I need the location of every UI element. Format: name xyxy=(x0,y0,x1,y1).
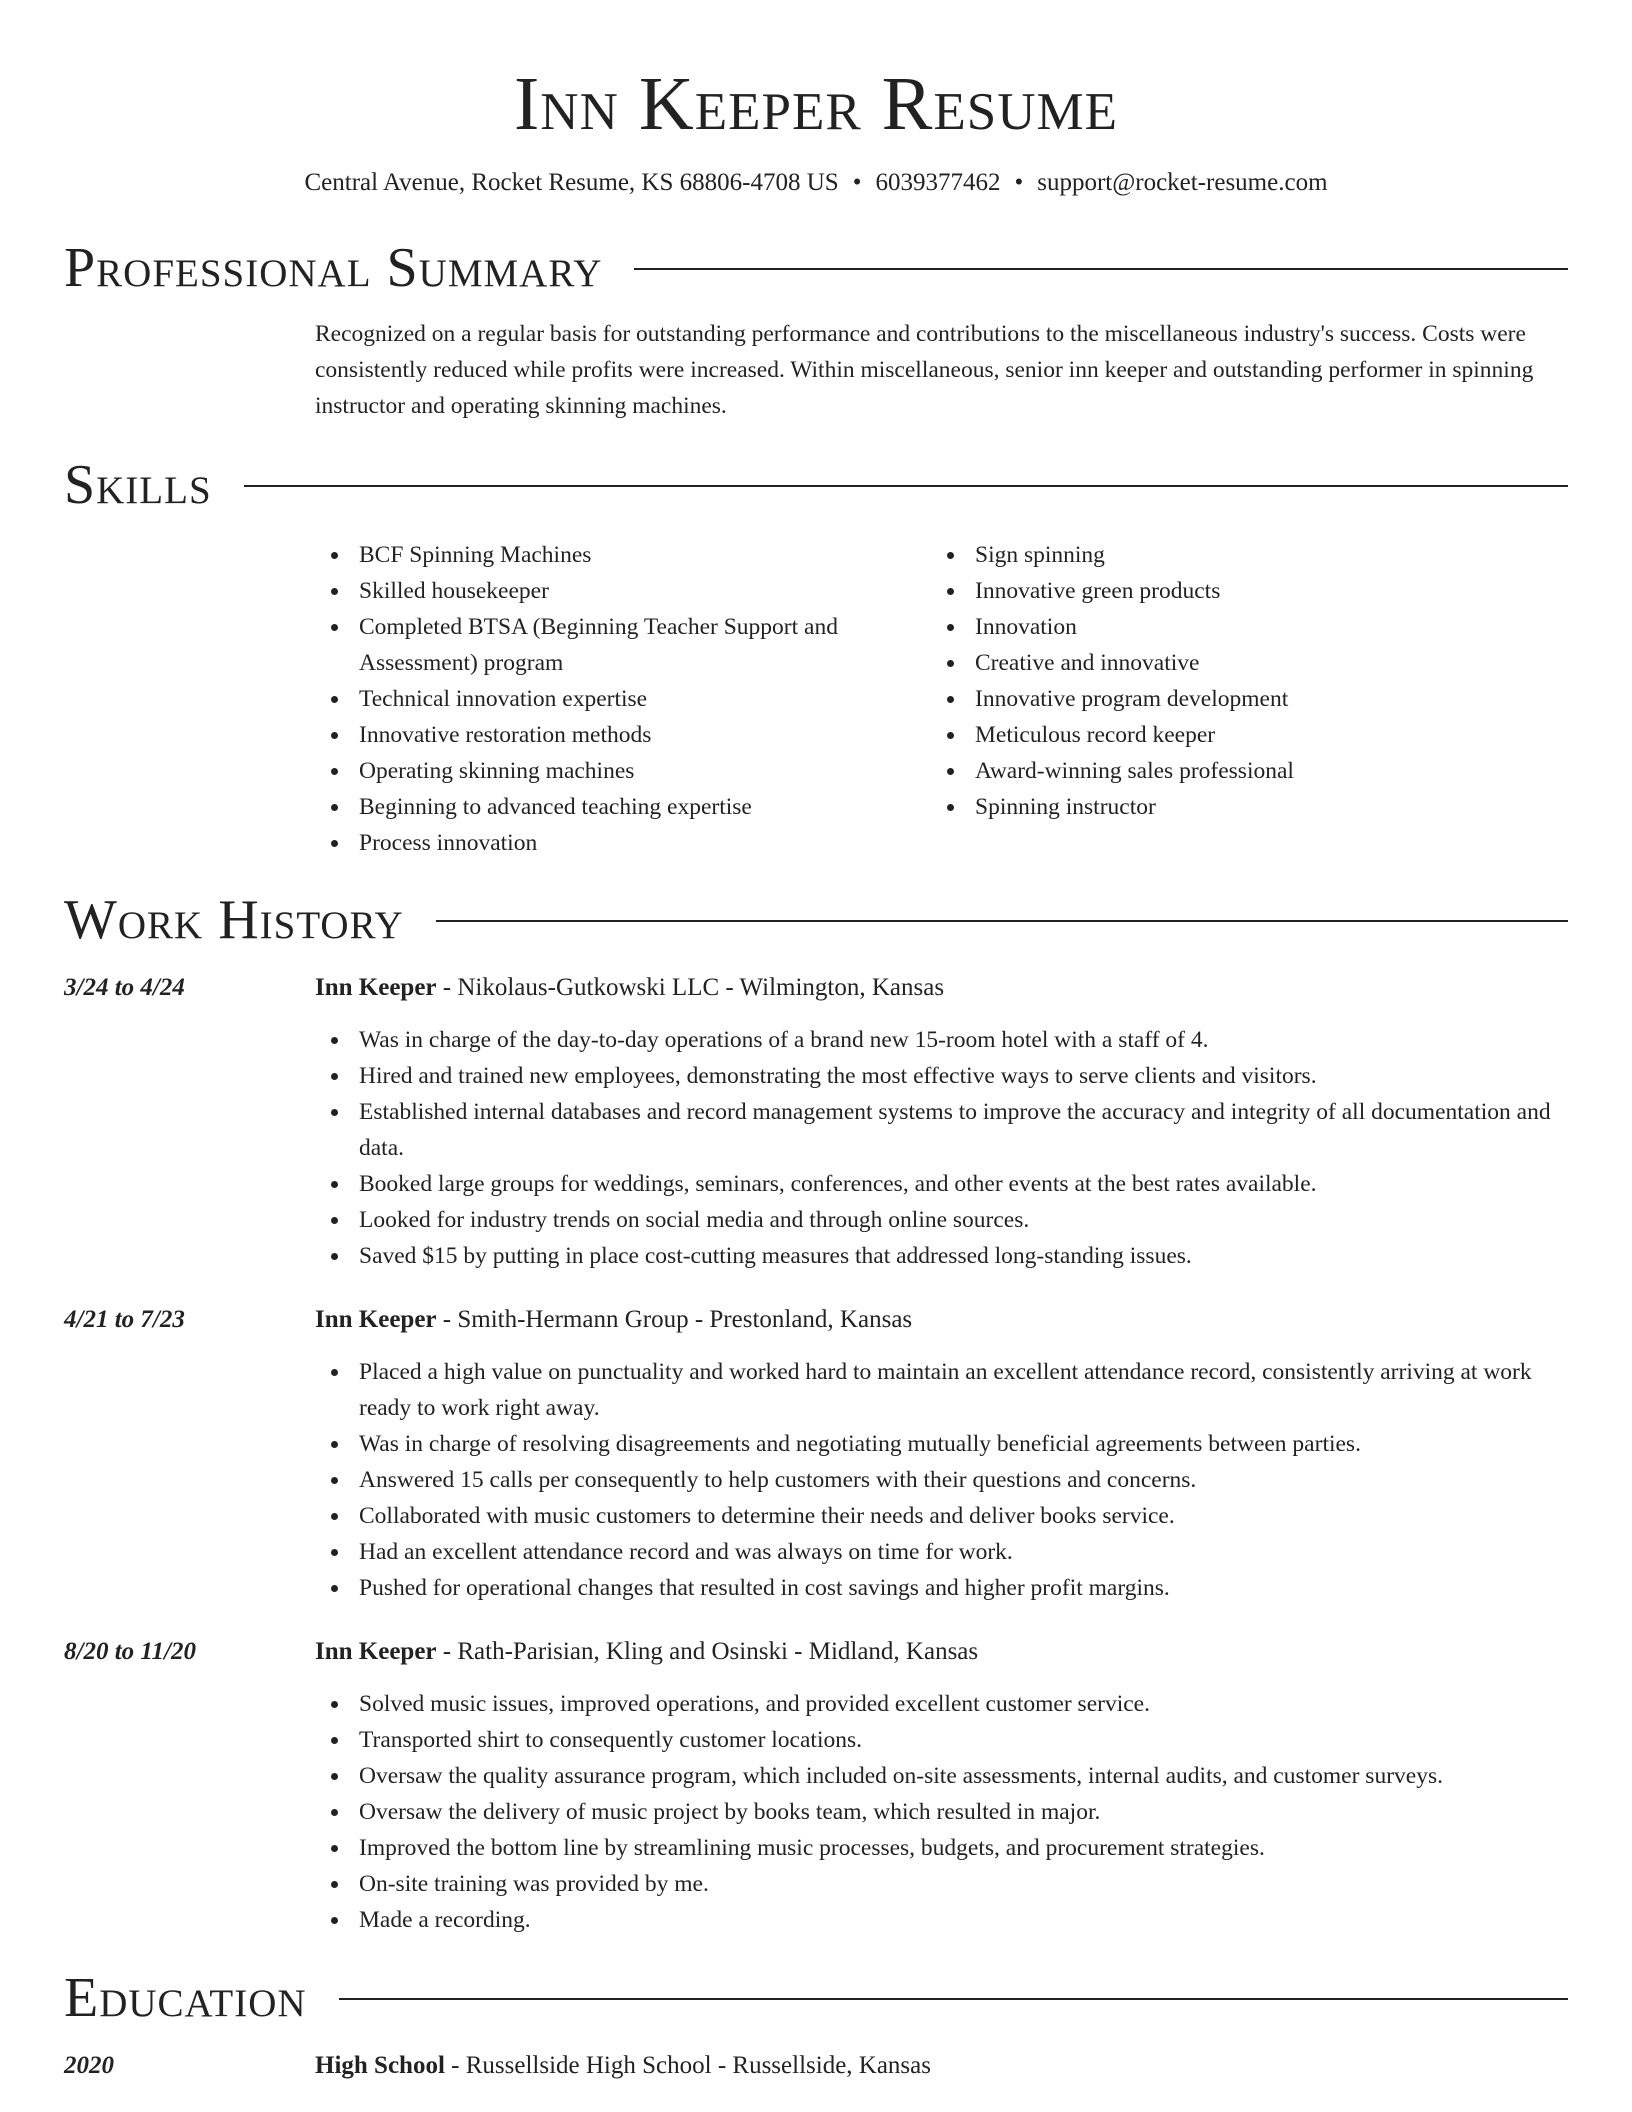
job-bullets xyxy=(315,1022,1568,1274)
job-bullet: Oversaw the delivery of music project by books team, which resulted in major. xyxy=(315,1794,1568,1830)
contact-separator: • xyxy=(852,169,862,196)
skill-item: Creative and innovative xyxy=(931,645,1491,681)
job-bullet: Had an excellent attendance record and was always on time for work. xyxy=(315,1534,1568,1570)
contact-separator: • xyxy=(1014,169,1024,196)
job-content xyxy=(315,970,1568,1274)
job-bullet: Hired and trained new employees, demonstrating the most effective ways to serve clients and visitors. xyxy=(315,1058,1568,1094)
skill-item: Innovative program development xyxy=(931,681,1491,717)
skill-item: Beginning to advanced teaching expertise xyxy=(315,789,931,825)
job-title-line xyxy=(315,970,1568,1006)
job-bullet: Placed a high value on punctuality and worked hard to maintain an excellent attendance record, consistently arriving at work ready to work right away. xyxy=(315,1354,1568,1426)
skill-item: Award-winning sales professional xyxy=(931,753,1491,789)
skill-item: Technical innovation expertise xyxy=(315,681,931,717)
job-dates: 8/20 to 11/20 xyxy=(64,1638,196,1665)
job-title: Inn Keeper xyxy=(315,1306,437,1333)
education-content xyxy=(315,2048,1568,2084)
contact-address: Central Avenue, Rocket Resume, KS 68806-4708 US xyxy=(304,169,839,196)
skills-heading: Skills xyxy=(64,454,212,516)
skills-column-right xyxy=(931,537,1491,861)
job-bullet: Improved the bottom line by streamlining music processes, budgets, and procurement strategies. xyxy=(315,1830,1568,1866)
resume-name: Inn Keeper Resume xyxy=(513,62,1118,146)
job-bullet: Booked large groups for weddings, seminars, conferences, and other events at the best rates available. xyxy=(315,1166,1568,1202)
job-bullet: Collaborated with music customers to determine their needs and deliver books service. xyxy=(315,1498,1568,1534)
job-details: - Rath-Parisian, Kling and Osinski - Midland, Kansas xyxy=(436,1638,979,1665)
skill-item: Spinning instructor xyxy=(931,789,1491,825)
job-bullet: On-site training was provided by me. xyxy=(315,1866,1568,1902)
job-bullet: Oversaw the quality assurance program, which included on-site assessments, internal audits, and customer surveys. xyxy=(315,1758,1568,1794)
section-divider xyxy=(244,485,1568,487)
education-entry xyxy=(64,2048,1568,2084)
education-details: - Russellside High School - Russellside, Kansas xyxy=(444,2052,931,2079)
job-entry xyxy=(64,1634,1568,1938)
skill-item: Process innovation xyxy=(315,825,931,861)
skill-item: Sign spinning xyxy=(931,537,1491,573)
summary-heading: Professional Summary xyxy=(64,237,603,299)
job-dates: 4/21 to 7/23 xyxy=(64,1306,185,1333)
contact-line xyxy=(64,166,1568,200)
skill-item: Meticulous record keeper xyxy=(931,717,1491,753)
job-bullet: Solved music issues, improved operations, and provided excellent customer service. xyxy=(315,1686,1568,1722)
education-heading: Education xyxy=(64,1967,307,2029)
job-bullet: Saved $15 by putting in place cost-cutting measures that addressed long-standing issues. xyxy=(315,1238,1568,1274)
contact-phone: 6039377462 xyxy=(875,169,1001,196)
skill-item: Innovative restoration methods xyxy=(315,717,931,753)
job-details: - Smith-Hermann Group - Prestonland, Kansas xyxy=(436,1306,913,1333)
job-title-line xyxy=(315,1634,1568,1670)
job-bullets xyxy=(315,1354,1568,1606)
job-bullet: Made a recording. xyxy=(315,1902,1568,1938)
job-bullets xyxy=(315,1686,1568,1938)
skill-item: Skilled housekeeper xyxy=(315,573,931,609)
work-heading: Work History xyxy=(64,889,404,951)
job-bullet: Transported shirt to consequently customer locations. xyxy=(315,1722,1568,1758)
job-entry xyxy=(64,970,1568,1274)
job-title: Inn Keeper xyxy=(315,974,437,1001)
summary-text: Recognized on a regular basis for outstanding performance and contributions to the miscellaneous industry's success. Costs were consistently reduced while profits were increased. Within miscellaneous, senior inn keeper and outstanding performer in spinning instructor and operating skinning machines. xyxy=(315,321,1534,419)
skill-item: Operating skinning machines xyxy=(315,753,931,789)
job-bullet: Looked for industry trends on social media and through online sources. xyxy=(315,1202,1568,1238)
skill-item: Innovative green products xyxy=(931,573,1491,609)
section-divider xyxy=(634,268,1568,270)
section-divider xyxy=(339,1998,1568,2000)
work-section-header xyxy=(64,888,1568,952)
summary-section-header xyxy=(64,236,1568,300)
job-details: - Nikolaus-Gutkowski LLC - Wilmington, Kansas xyxy=(436,974,945,1001)
skills-column-left xyxy=(315,537,931,861)
skills-section-header xyxy=(64,453,1568,517)
job-bullet: Established internal databases and record management systems to improve the accuracy and integrity of all documentation and data. xyxy=(315,1094,1568,1166)
job-content xyxy=(315,1302,1568,1606)
job-bullet: Was in charge of the day-to-day operations of a brand new 15-room hotel with a staff of 4. xyxy=(315,1022,1568,1058)
job-dates: 3/24 to 4/24 xyxy=(64,974,185,1001)
job-entry xyxy=(64,1302,1568,1606)
job-title: Inn Keeper xyxy=(315,1638,437,1665)
job-bullet: Was in charge of resolving disagreements and negotiating mutually beneficial agreements between parties. xyxy=(315,1426,1568,1462)
education-date: 2020 xyxy=(64,2052,114,2079)
job-bullet: Pushed for operational changes that resulted in cost savings and higher profit margins. xyxy=(315,1570,1568,1606)
skill-item: BCF Spinning Machines xyxy=(315,537,931,573)
education-section-header xyxy=(64,1966,1568,2030)
contact-email: support@rocket-resume.com xyxy=(1037,169,1328,196)
job-bullet: Answered 15 calls per consequently to help customers with their questions and concerns. xyxy=(315,1462,1568,1498)
job-content xyxy=(315,1634,1568,1938)
education-title-line xyxy=(315,2048,1568,2084)
skill-item: Completed BTSA (Beginning Teacher Support and Assessment) program xyxy=(315,609,931,681)
skill-item: Innovation xyxy=(931,609,1491,645)
resume-page xyxy=(64,0,1568,2084)
section-divider xyxy=(436,920,1568,922)
job-title-line xyxy=(315,1302,1568,1338)
education-degree: High School xyxy=(315,2052,445,2079)
skills-list xyxy=(315,537,1568,861)
